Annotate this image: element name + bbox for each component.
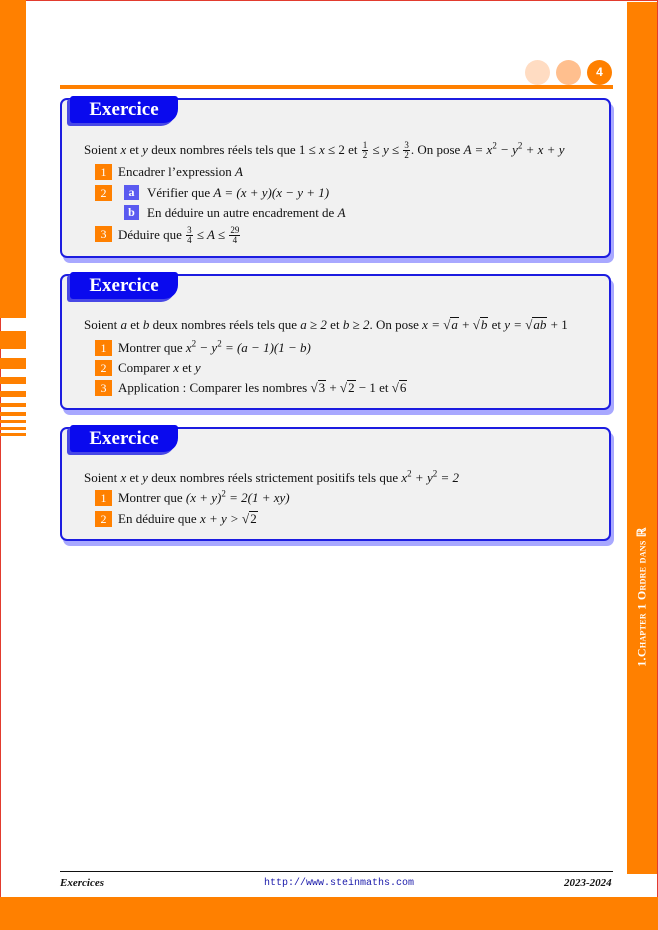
- footer-left: Exercices: [60, 877, 104, 889]
- exercise-title: Exercice: [70, 425, 178, 452]
- list-item: 2 En déduire que x + y > √2: [95, 511, 258, 527]
- item-number: 1: [95, 490, 112, 506]
- left-stripe: [0, 286, 26, 318]
- item-number: 2: [95, 360, 112, 376]
- sub-item: b En déduire un autre encadrement de A: [124, 205, 346, 221]
- header-rule: [60, 85, 613, 89]
- bottom-bar: [0, 897, 658, 930]
- exercise-title: Exercice: [70, 96, 178, 123]
- left-stripe: [0, 358, 26, 369]
- list-item: [95, 185, 118, 201]
- header-circle: [525, 60, 550, 85]
- left-stripe: [0, 412, 26, 416]
- sub-item-letter: a: [124, 185, 139, 200]
- exercise-title: Exercice: [70, 272, 178, 299]
- item-number: 1: [95, 164, 112, 180]
- page-number: 4: [587, 60, 612, 85]
- left-stripe: [0, 433, 26, 436]
- exercise-statement: Soient a et b deux nombres réels tels que a ≥ 2 et b ≥ 2. On pose x = √a + √b et y = √ab + 1: [84, 317, 568, 332]
- item-number: 3: [95, 226, 112, 242]
- header-circle: [556, 60, 581, 85]
- left-stripe: [0, 427, 26, 430]
- exercise-statement: Soient x et y deux nombres réels strictement positifs tels que $x^2 + y^2 = 2$: [84, 468, 459, 485]
- item-number: 1: [95, 340, 112, 356]
- item-number: 2: [95, 511, 112, 527]
- exercise-box-1: [60, 98, 611, 258]
- list-item: 3 Déduire que $\frac{3}{4}$ ≤ A ≤ $\frac{29}{4}$: [95, 226, 241, 242]
- list-item: 2 Comparer x et y: [95, 360, 201, 376]
- list-item: 3 Application : Comparer les nombres √3 + √2 − 1 et √6: [95, 380, 407, 396]
- sub-item-letter: b: [124, 205, 139, 220]
- footer-url-link[interactable]: http://www.steinmaths.com: [264, 878, 415, 889]
- list-item: 1 Montrer que $(x + y)^2 = 2(1 + xy)$: [95, 490, 290, 506]
- footer-rule: [60, 871, 613, 872]
- left-stripe: [0, 331, 26, 349]
- sub-item: a Vérifier que A = (x + y)(x − y + 1): [124, 185, 329, 201]
- left-stripe: [0, 420, 26, 423]
- footer-year: 2023-2024: [564, 877, 612, 889]
- left-stripe: [0, 391, 26, 397]
- chapter-label: 1.Chapter 1 Ordre dans ℝ: [634, 527, 649, 667]
- left-stripe: [0, 377, 26, 384]
- left-margin-bar: [0, 0, 26, 303]
- exercise-box-3: [60, 427, 611, 541]
- list-item: 1 Encadrer l’expression A: [95, 164, 243, 180]
- list-item: 1 Montrer que $x^2 - y^2 = (a - 1)(1 - b)$: [95, 340, 311, 356]
- exercise-box-2: [60, 274, 611, 410]
- exercise-statement: Soient x et y deux nombres réels tels que 1 ≤ x ≤ 2 et $\frac{1}{2}$ ≤ y ≤ $\frac{3}{2}$ . On pose $A = x^2 - y^2 + x + y$: [84, 140, 565, 160]
- item-number: 2: [95, 185, 112, 201]
- item-number: 3: [95, 380, 112, 396]
- left-stripe: [0, 403, 26, 407]
